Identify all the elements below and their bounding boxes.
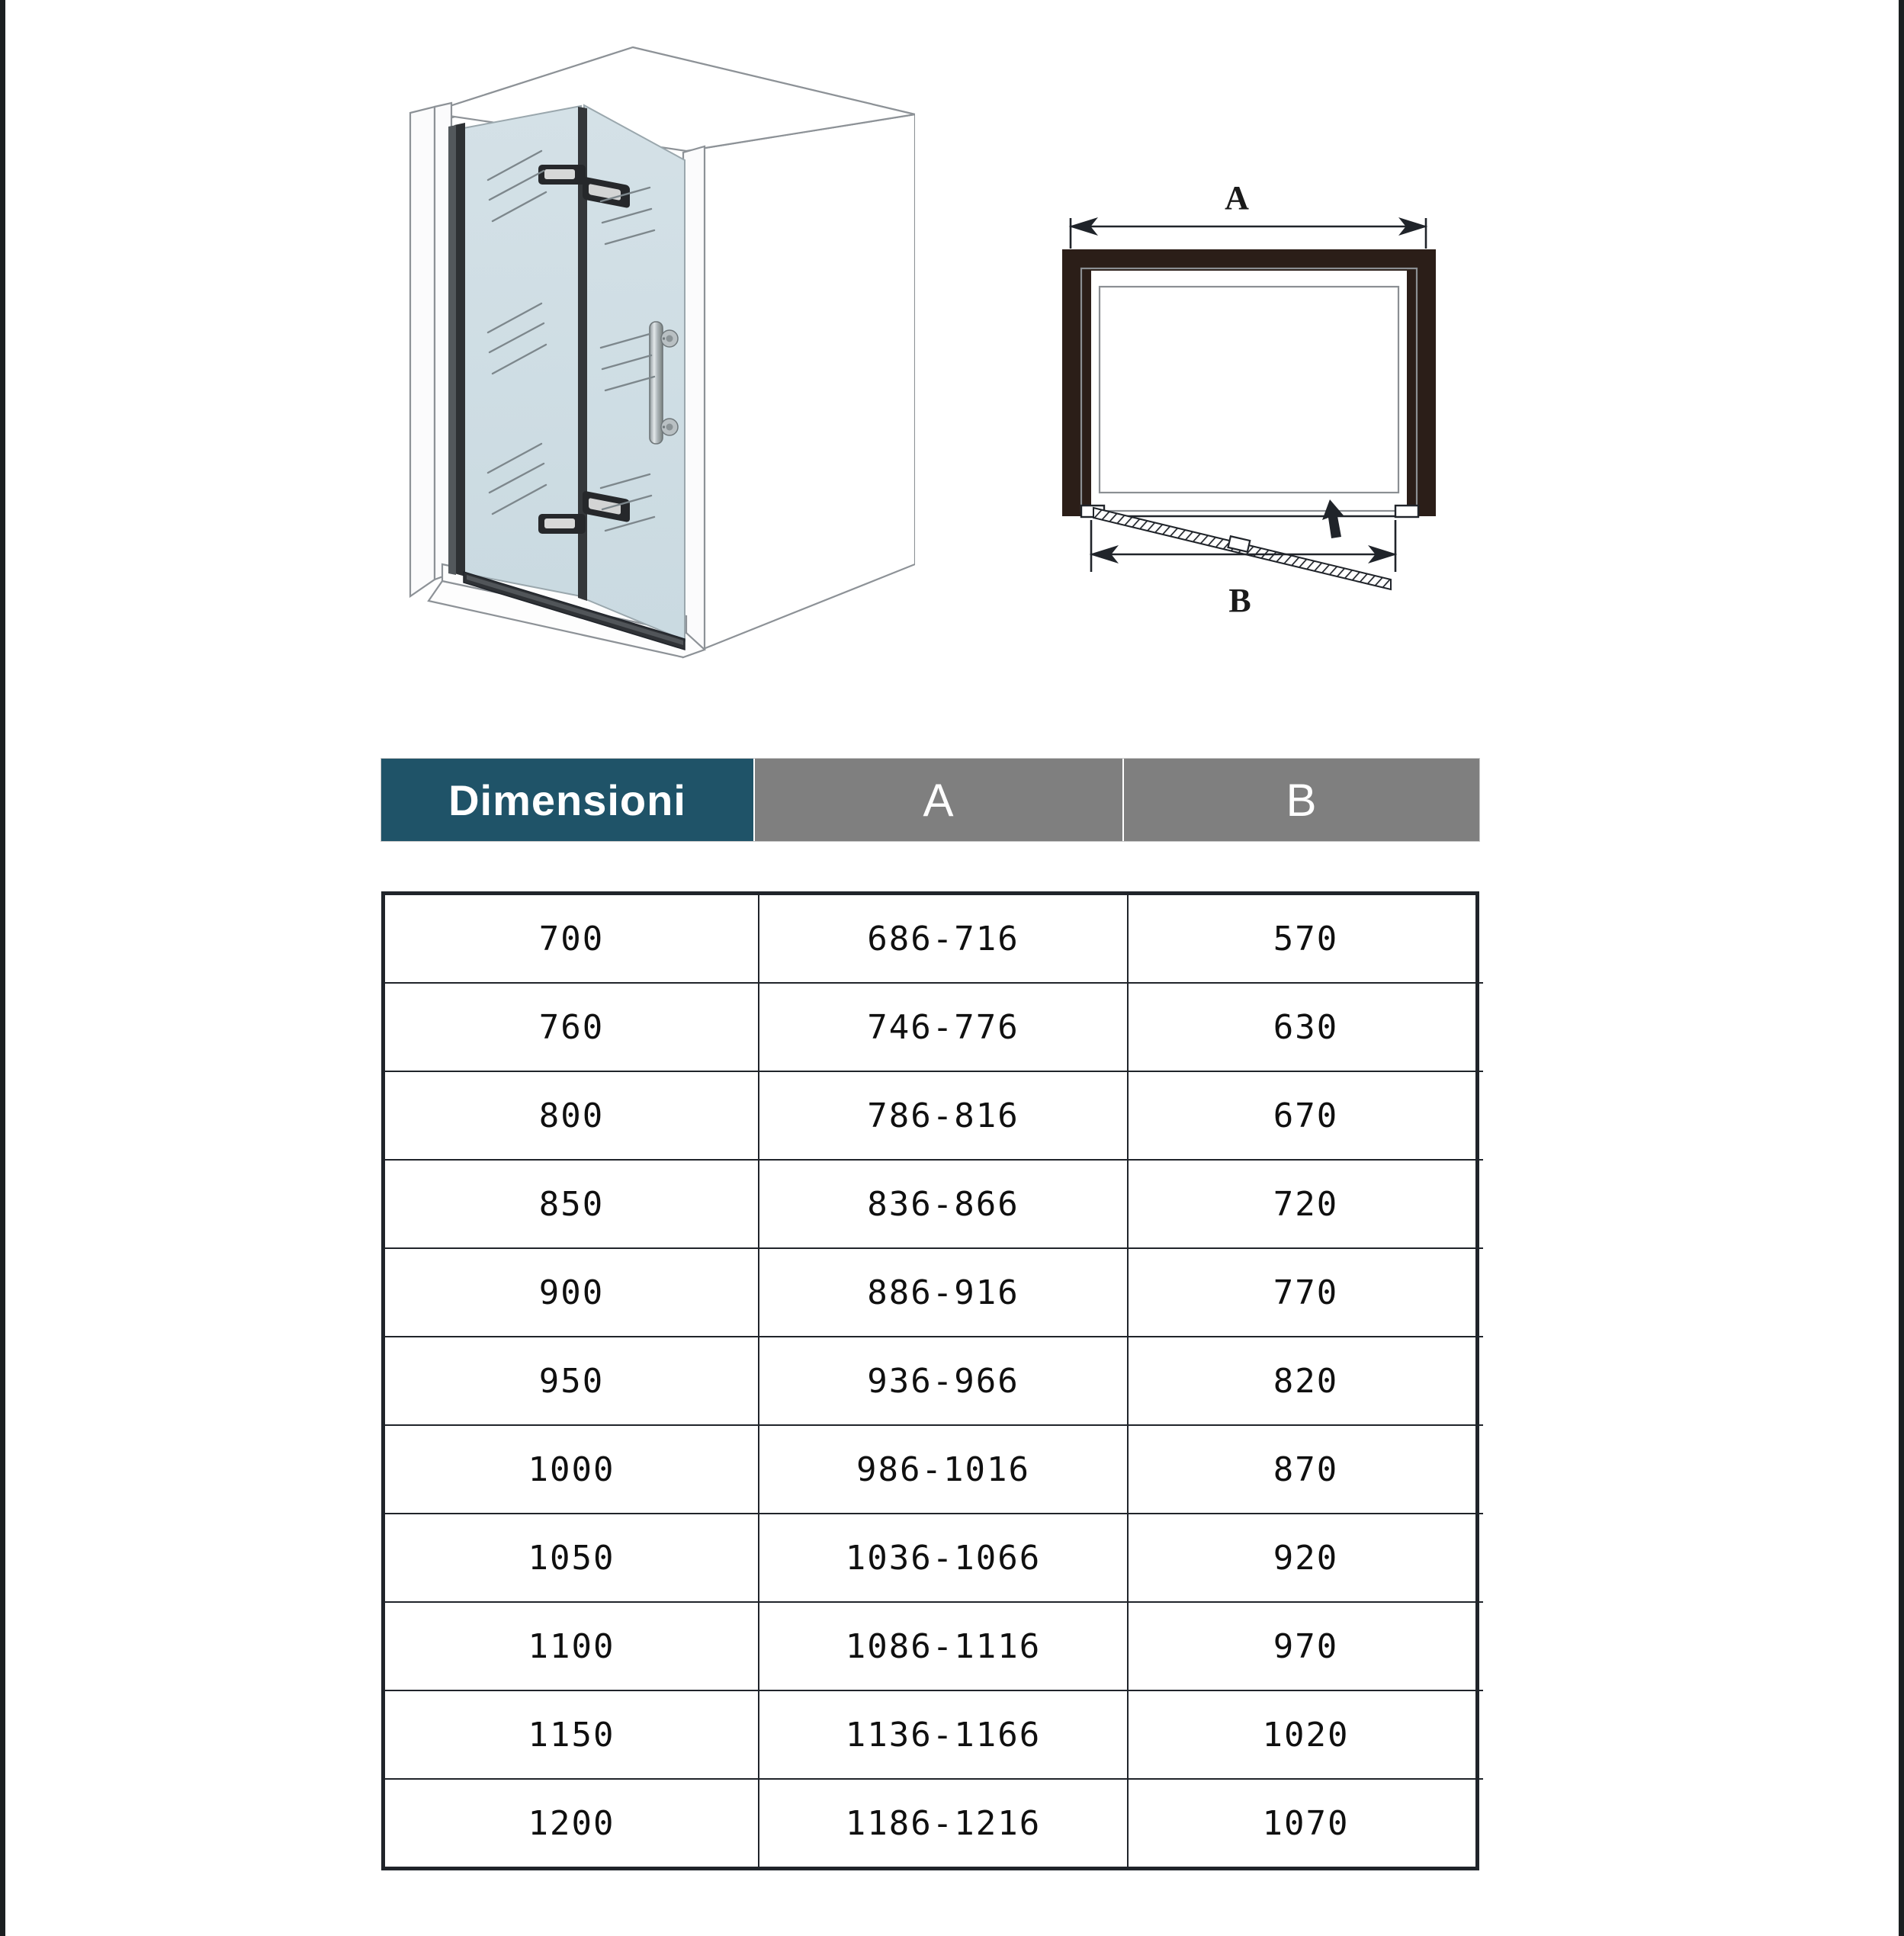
cell-dimensioni: 760	[385, 983, 759, 1071]
door-swing-leaf	[1093, 508, 1391, 589]
cell-dimensioni: 800	[385, 1071, 759, 1160]
cell-a: 836-866	[759, 1160, 1128, 1248]
cell-b: 1020	[1128, 1690, 1483, 1779]
cell-a: 936-966	[759, 1337, 1128, 1425]
cell-a: 746-776	[759, 983, 1128, 1071]
table-row	[385, 1514, 1483, 1602]
cell-dimensioni: 900	[385, 1248, 759, 1337]
page-border-right	[1899, 0, 1904, 1936]
cell-a: 886-916	[759, 1248, 1128, 1337]
table-row	[385, 895, 1483, 983]
cell-b: 670	[1128, 1071, 1483, 1160]
cell-dimensioni: 1000	[385, 1425, 759, 1514]
cell-a: 986-1016	[759, 1425, 1128, 1514]
table-row	[385, 1602, 1483, 1690]
cell-dimensioni: 700	[385, 895, 759, 983]
enclosure-frame	[1062, 249, 1436, 516]
cell-b: 570	[1128, 895, 1483, 983]
table-header-b: B	[1124, 759, 1479, 841]
cell-b: 920	[1128, 1514, 1483, 1602]
cell-b: 970	[1128, 1602, 1483, 1690]
inner-outline-2	[1100, 287, 1398, 493]
table-row	[385, 1071, 1483, 1160]
door-swing-arrow	[1322, 499, 1344, 538]
inner-outline-1	[1081, 268, 1417, 511]
table-header-row	[381, 759, 1479, 841]
table-header-a: A	[755, 759, 1124, 841]
cell-dimensioni: 1150	[385, 1690, 759, 1779]
cell-dimensioni: 1100	[385, 1602, 759, 1690]
table-body	[381, 891, 1479, 1870]
hinge-block-right	[1395, 506, 1418, 517]
cell-dimensioni: 1200	[385, 1779, 759, 1867]
cell-a: 1086-1116	[759, 1602, 1128, 1690]
cell-a: 686-716	[759, 895, 1128, 983]
cell-b: 1070	[1128, 1779, 1483, 1867]
table-row	[385, 1779, 1483, 1867]
table-header-dimensioni: Dimensioni	[381, 759, 755, 841]
cell-dimensioni: 850	[385, 1160, 759, 1248]
cell-a: 786-816	[759, 1071, 1128, 1160]
cell-dimensioni: 1050	[385, 1514, 759, 1602]
cell-b: 720	[1128, 1160, 1483, 1248]
cell-b: 820	[1128, 1337, 1483, 1425]
table-row	[385, 1248, 1483, 1337]
cell-a: 1186-1216	[759, 1779, 1128, 1867]
dimension-label-a: A	[1225, 179, 1249, 217]
table-row	[385, 1337, 1483, 1425]
cell-dimensioni: 950	[385, 1337, 759, 1425]
wall-mount-profile	[448, 123, 465, 576]
cell-b: 870	[1128, 1425, 1483, 1514]
dimensions-table	[381, 759, 1479, 1870]
plan-top-view	[1014, 175, 1487, 648]
cell-a: 1036-1066	[759, 1514, 1128, 1602]
cell-b: 630	[1128, 983, 1483, 1071]
dimension-label-b: B	[1228, 582, 1251, 619]
cell-a: 1136-1166	[759, 1690, 1128, 1779]
table-row	[385, 1160, 1483, 1248]
isometric-product-view	[381, 31, 915, 724]
table-row	[385, 1425, 1483, 1514]
table-row	[385, 983, 1483, 1071]
table-row	[385, 1690, 1483, 1779]
wall-profile-left	[410, 103, 451, 596]
page-border-left	[0, 0, 5, 1936]
cell-b: 770	[1128, 1248, 1483, 1337]
wall-profile-right	[683, 146, 705, 657]
